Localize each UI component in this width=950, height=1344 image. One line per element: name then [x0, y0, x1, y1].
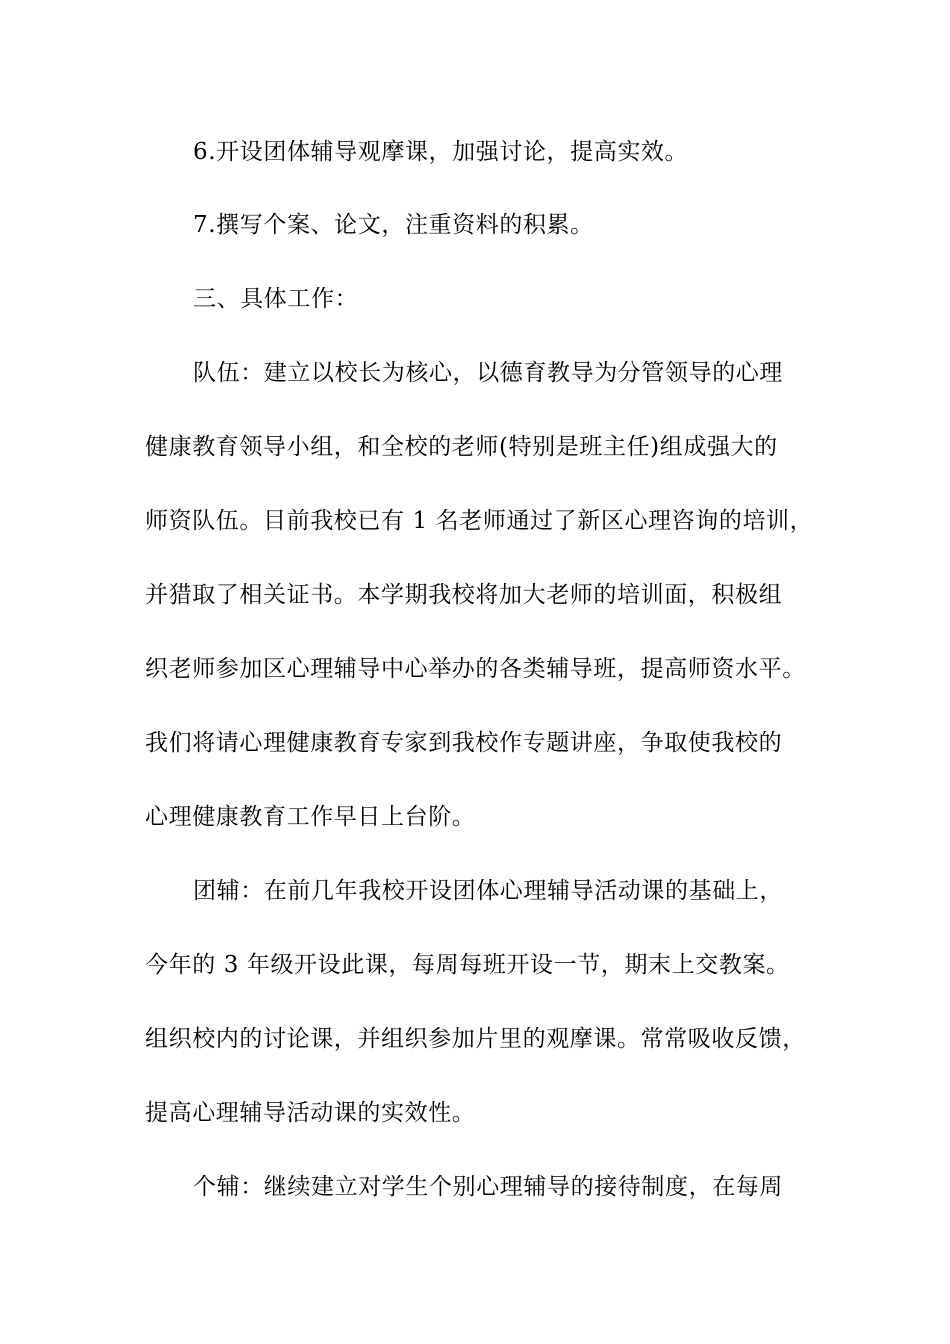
group-counseling-paragraph-line: 组织校内的讨论课，并组织参加片里的观摩课。常常吸收反馈， — [145, 1026, 806, 1052]
group-counseling-paragraph-line: 团辅：在前几年我校开设团体心理辅导活动课的基础上， — [193, 878, 783, 904]
team-paragraph-line: 健康教育领导小组，和全校的老师(特别是班主任)组成强大的 — [145, 434, 778, 460]
individual-counseling-paragraph-line: 个辅：继续建立对学生个别心理辅导的接待制度，在每周 — [193, 1174, 783, 1200]
section-heading: 三、具体工作： — [193, 286, 359, 312]
team-paragraph-line: 并猎取了相关证书。本学期我校将加大老师的培训面，积极组 — [145, 582, 783, 608]
team-paragraph-line: 队伍：建立以校长为核心，以德育教导为分管领导的心理 — [193, 360, 783, 386]
team-paragraph-line: 织老师参加区心理辅导中心举办的各类辅导班，提高师资水平。 — [145, 656, 806, 682]
group-counseling-paragraph-line: 提高心理辅导活动课的实效性。 — [145, 1100, 476, 1126]
item-7-line: 7.撰写个案、论文，注重资料的积累。 — [193, 212, 594, 238]
team-paragraph-line: 我们将请心理健康教育专家到我校作专题讲座，争取使我校的 — [145, 730, 783, 756]
group-counseling-paragraph-line: 今年的 3 年级开设此课，每周每班开设一节，期末上交教案。 — [145, 952, 790, 978]
team-paragraph-line: 心理健康教育工作早日上台阶。 — [145, 804, 476, 830]
item-6-line: 6.开设团体辅导观摩课，加强讨论，提高实效。 — [193, 139, 689, 165]
team-paragraph-line: 师资队伍。目前我校已有 1 名老师通过了新区心理咨询的培训， — [145, 508, 814, 534]
